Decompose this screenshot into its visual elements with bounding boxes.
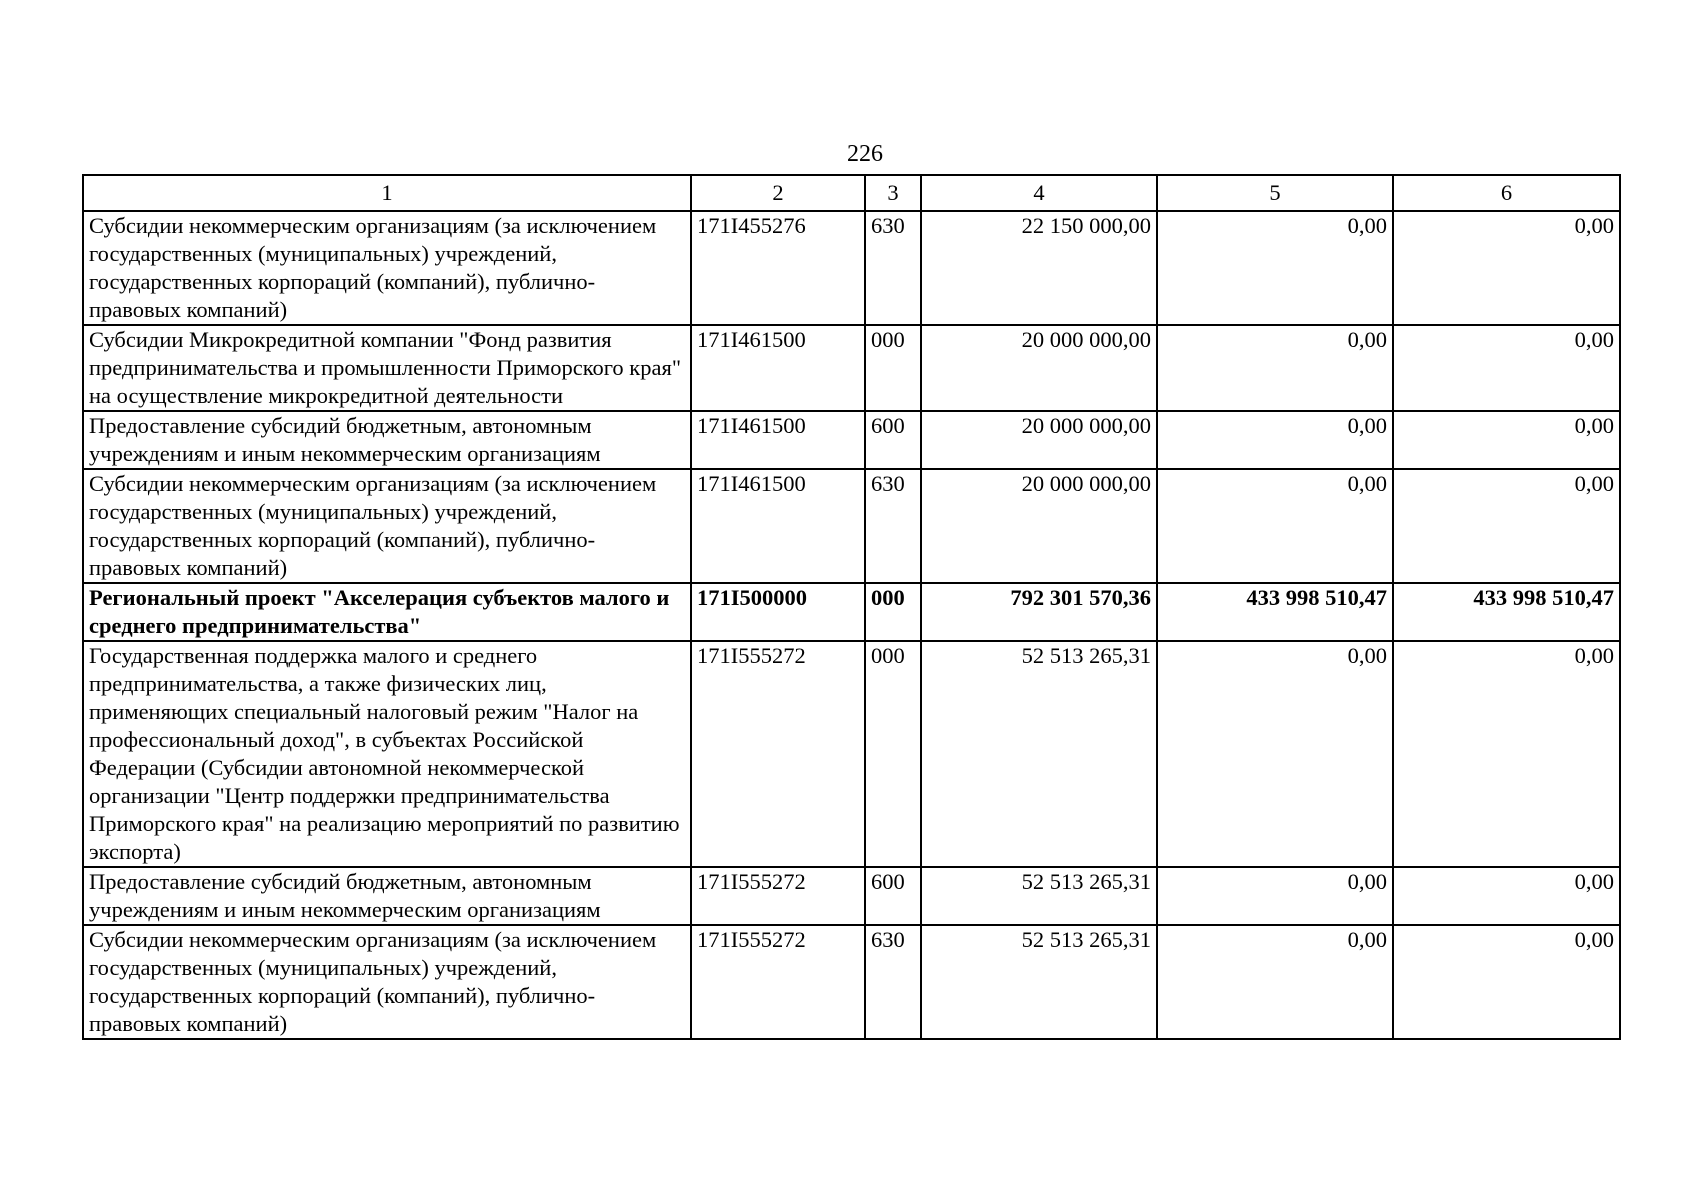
row-code-cell: 171I455276 — [691, 211, 865, 325]
row-value-col5-cell: 0,00 — [1157, 867, 1393, 925]
row-expense-type-cell: 630 — [865, 211, 921, 325]
row-code-cell: 171I555272 — [691, 925, 865, 1039]
column-header-1: 1 — [83, 175, 691, 211]
row-value-col6-cell: 433 998 510,47 — [1393, 583, 1620, 641]
row-name-cell: Региональный проект "Акселерация субъектов малого и среднего предпринимательства" — [83, 583, 691, 641]
row-name-cell: Субсидии некоммерческим организациям (за исключением государственных (муниципальных) учреждений, государственных корпораций (компаний), публично-правовых компаний) — [83, 469, 691, 583]
column-header-5: 5 — [1157, 175, 1393, 211]
row-name-cell: Предоставление субсидий бюджетным, автономным учреждениям и иным некоммерческим организациям — [83, 411, 691, 469]
row-name-cell: Субсидии некоммерческим организациям (за исключением государственных (муниципальных) учреждений, государственных корпораций (компаний), публично-правовых компаний) — [83, 925, 691, 1039]
row-value-col5-cell: 0,00 — [1157, 411, 1393, 469]
row-value-col6-cell: 0,00 — [1393, 867, 1620, 925]
table-row — [83, 641, 1620, 867]
row-name-cell: Субсидии некоммерческим организациям (за исключением государственных (муниципальных) учреждений, государственных корпораций (компаний), публично-правовых компаний) — [83, 211, 691, 325]
table-body — [83, 211, 1620, 1039]
table-row — [83, 211, 1620, 325]
row-code-cell: 171I461500 — [691, 411, 865, 469]
row-value-col6-cell: 0,00 — [1393, 325, 1620, 411]
row-value-col5-cell: 0,00 — [1157, 925, 1393, 1039]
row-code-cell: 171I555272 — [691, 641, 865, 867]
row-expense-type-cell: 000 — [865, 641, 921, 867]
row-name-cell: Предоставление субсидий бюджетным, автономным учреждениям и иным некоммерческим организациям — [83, 867, 691, 925]
row-value-col6-cell: 0,00 — [1393, 925, 1620, 1039]
row-code-cell: 171I555272 — [691, 867, 865, 925]
row-expense-type-cell: 630 — [865, 469, 921, 583]
column-header-4: 4 — [921, 175, 1157, 211]
row-code-cell: 171I461500 — [691, 469, 865, 583]
row-name-cell: Субсидии Микрокредитной компании "Фонд развития предпринимательства и промышленности Приморского края" на осуществление микрокредитной деятельности — [83, 325, 691, 411]
table-row — [83, 867, 1620, 925]
row-value-col4-cell: 52 513 265,31 — [921, 925, 1157, 1039]
column-header-6: 6 — [1393, 175, 1620, 211]
column-header-2: 2 — [691, 175, 865, 211]
row-value-col6-cell: 0,00 — [1393, 641, 1620, 867]
row-expense-type-cell: 600 — [865, 867, 921, 925]
row-value-col5-cell: 0,00 — [1157, 469, 1393, 583]
table-header-row — [83, 175, 1620, 211]
row-value-col5-cell: 433 998 510,47 — [1157, 583, 1393, 641]
row-value-col5-cell: 0,00 — [1157, 211, 1393, 325]
row-name-cell: Государственная поддержка малого и среднего предпринимательства, а также физических лиц, применяющих специальный налоговый режим "Налог на профессиональный доход", в субъектах Российской Федерации (Субсидии автономной некоммерческой организации "Центр поддержки предпринимательства Приморского края" на реализацию мероприятий по развитию экспорта) — [83, 641, 691, 867]
row-code-cell: 171I461500 — [691, 325, 865, 411]
table-row — [83, 411, 1620, 469]
row-expense-type-cell: 000 — [865, 325, 921, 411]
row-value-col6-cell: 0,00 — [1393, 411, 1620, 469]
row-value-col5-cell: 0,00 — [1157, 325, 1393, 411]
table-row — [83, 469, 1620, 583]
table-row — [83, 325, 1620, 411]
row-value-col4-cell: 20 000 000,00 — [921, 469, 1157, 583]
row-expense-type-cell: 630 — [865, 925, 921, 1039]
row-value-col5-cell: 0,00 — [1157, 641, 1393, 867]
row-value-col4-cell: 20 000 000,00 — [921, 325, 1157, 411]
row-value-col4-cell: 20 000 000,00 — [921, 411, 1157, 469]
row-value-col4-cell: 52 513 265,31 — [921, 867, 1157, 925]
table-row — [83, 583, 1620, 641]
page-number: 226 — [847, 141, 883, 167]
table-row — [83, 925, 1620, 1039]
row-value-col4-cell: 52 513 265,31 — [921, 641, 1157, 867]
row-expense-type-cell: 600 — [865, 411, 921, 469]
row-value-col6-cell: 0,00 — [1393, 211, 1620, 325]
budget-table — [82, 174, 1621, 1040]
row-value-col4-cell: 792 301 570,36 — [921, 583, 1157, 641]
row-expense-type-cell: 000 — [865, 583, 921, 641]
row-value-col4-cell: 22 150 000,00 — [921, 211, 1157, 325]
row-value-col6-cell: 0,00 — [1393, 469, 1620, 583]
column-header-3: 3 — [865, 175, 921, 211]
row-code-cell: 171I500000 — [691, 583, 865, 641]
